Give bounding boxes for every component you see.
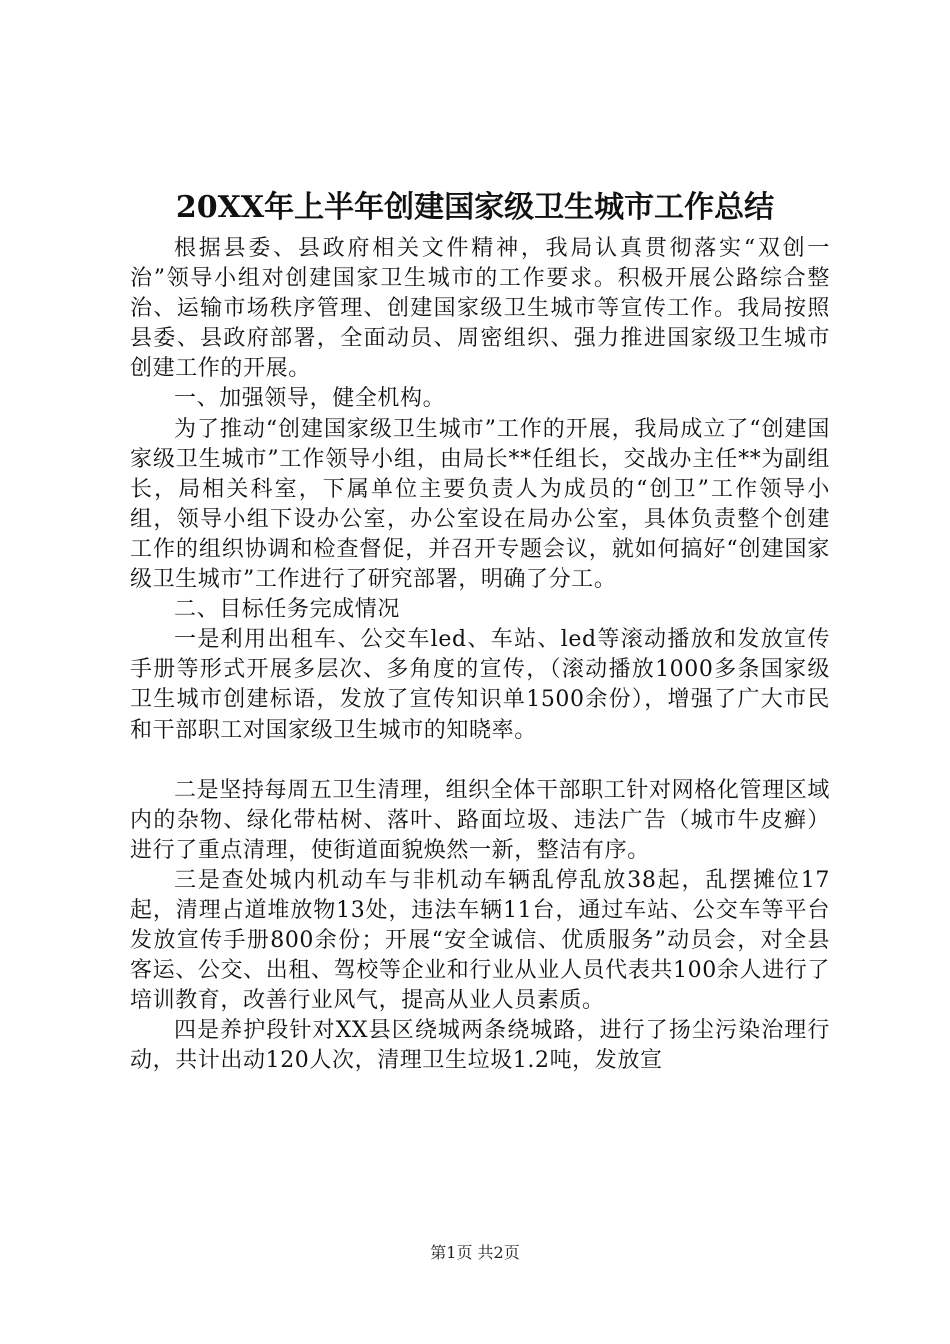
target-item-3-paragraph: 三是查处城内机动车与非机动车辆乱停乱放38起，乱摆摊位17起，清理占道堆放物13处，违法车辆11台，通过车站、公交车等平台发放宣传手册800余份；开展“安全诚信、优质服务”动员会，对全县客运、公交、出租、驾校等企业和行业从业人员代表共100余人进行了培训教育，改善行业风气，提高从业人员素质。 (130, 867, 830, 1014)
target-item-2-paragraph: 二是坚持每周五卫生清理，组织全体干部职工针对网格化管理区域内的杂物、绿化带枯树、落叶、路面垃圾、违法广告（城市牛皮癣）进行了重点清理，使街道面貌焕然一新，整洁有序。 (130, 777, 830, 863)
page-number-footer: 第1页 共2页 (430, 1243, 520, 1262)
section-heading-targets: 二、目标任务完成情况 (174, 597, 401, 623)
target-item-1-paragraph: 一是利用出租车、公交车led、车站、led等滚动播放和发放宣传手册等形式开展多层次、多角度的宣传，（滚动播放1000多条国家级卫生城市创建标语，发放了宣传知识单1500余份），增强了广大市民和干部职工对国家级卫生城市的知晓率。 (130, 627, 830, 743)
document-title: 20XX年上半年创建国家级卫生城市工作总结 (175, 190, 775, 225)
target-item-4-paragraph: 四是养护段针对XX县区绕城两条绕城路，进行了扬尘污染治理行动，共计出动120人次，清理卫生垃圾1.2吨，发放宣 (130, 1018, 830, 1074)
document-body (130, 234, 830, 1077)
leadership-paragraph: 为了推动“创建国家级卫生城市”工作的开展，我局成立了“创建国家级卫生城市”工作领导小组，由局长**任组长，交战办主任**为副组长，局相关科室，下属单位主要负责人为成员的“创卫”工作领导小组，领导小组下设办公室，办公室设在局办公室，具体负责整个创建工作的组织协调和检查督促，并召开专题会议，就如何搞好“创建国家级卫生城市”工作进行了研究部署，明确了分工。 (130, 416, 830, 593)
intro-paragraph: 根据县委、县政府相关文件精神，我局认真贯彻落实“双创一治”领导小组对创建国家卫生城市的工作要求。积极开展公路综合整治、运输市场秩序管理、创建国家级卫生城市等宣传工作。我局按照县委、县政府部署，全面动员、周密组织、强力推进国家级卫生城市创建工作的开展。 (130, 236, 830, 382)
section-heading-leadership: 一、加强领导，健全机构。 (174, 386, 446, 412)
